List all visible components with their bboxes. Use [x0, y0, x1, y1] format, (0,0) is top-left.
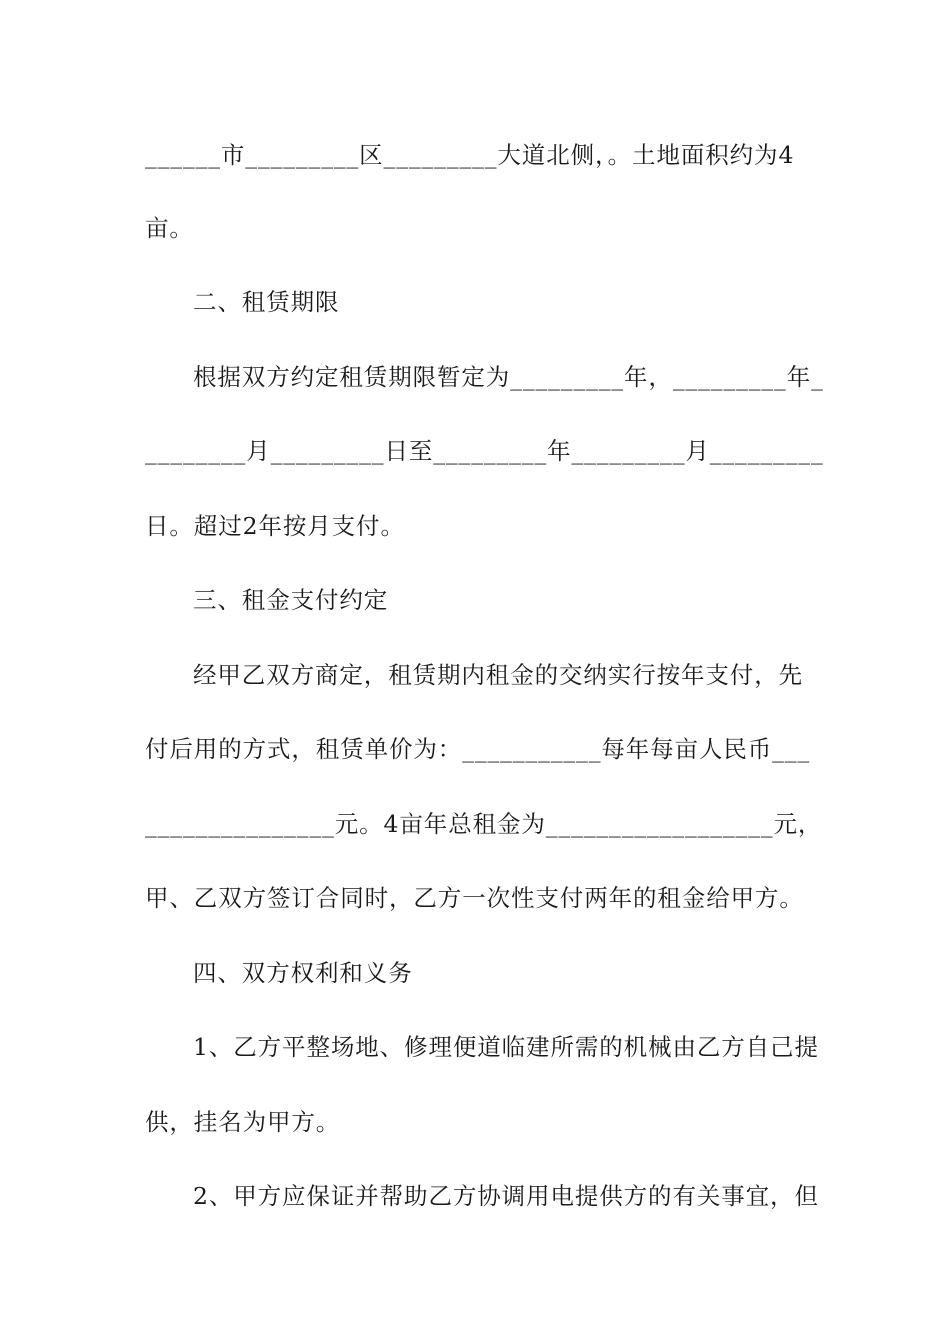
text-line-location: ______市_________区_________大道北侧，。土地面积约为4: [145, 141, 795, 169]
text-line-item-1a: 1、乙方平整场地、修理便道临建所需的机械由乙方自己提: [193, 1033, 819, 1061]
text-line-term-3: 日。超过2年按月支付。: [145, 512, 405, 540]
section-heading-rent-payment: 三、租金支付约定: [193, 586, 389, 614]
text-line-rent-2: 付后用的方式，租赁单价为：___________每年每亩人民币___: [145, 735, 811, 763]
text-line-term-2: ________月_________日至_________年_________月_________: [145, 437, 824, 465]
text-line-item-2a: 2、甲方应保证并帮助乙方协调用电提供方的有关事宜，但: [193, 1182, 819, 1210]
text-line-item-1b: 供，挂名为甲方。: [145, 1108, 341, 1136]
section-heading-rights-obligations: 四、双方权利和义务: [193, 959, 413, 987]
text-line-rent-1: 经甲乙双方商定，租赁期内租金的交纳实行按年支付，先: [193, 661, 803, 689]
section-heading-lease-term: 二、租赁期限: [193, 288, 340, 316]
text-line-rent-3: _______________元。4亩年总租金为__________________元，: [145, 810, 823, 838]
text-line-area: 亩。: [145, 214, 194, 242]
text-line-rent-4: 甲、乙双方签订合同时，乙方一次性支付两年的租金给甲方。: [145, 884, 804, 912]
text-line-term-1: 根据双方约定租赁期限暂定为_________年，_________年_: [193, 363, 824, 391]
